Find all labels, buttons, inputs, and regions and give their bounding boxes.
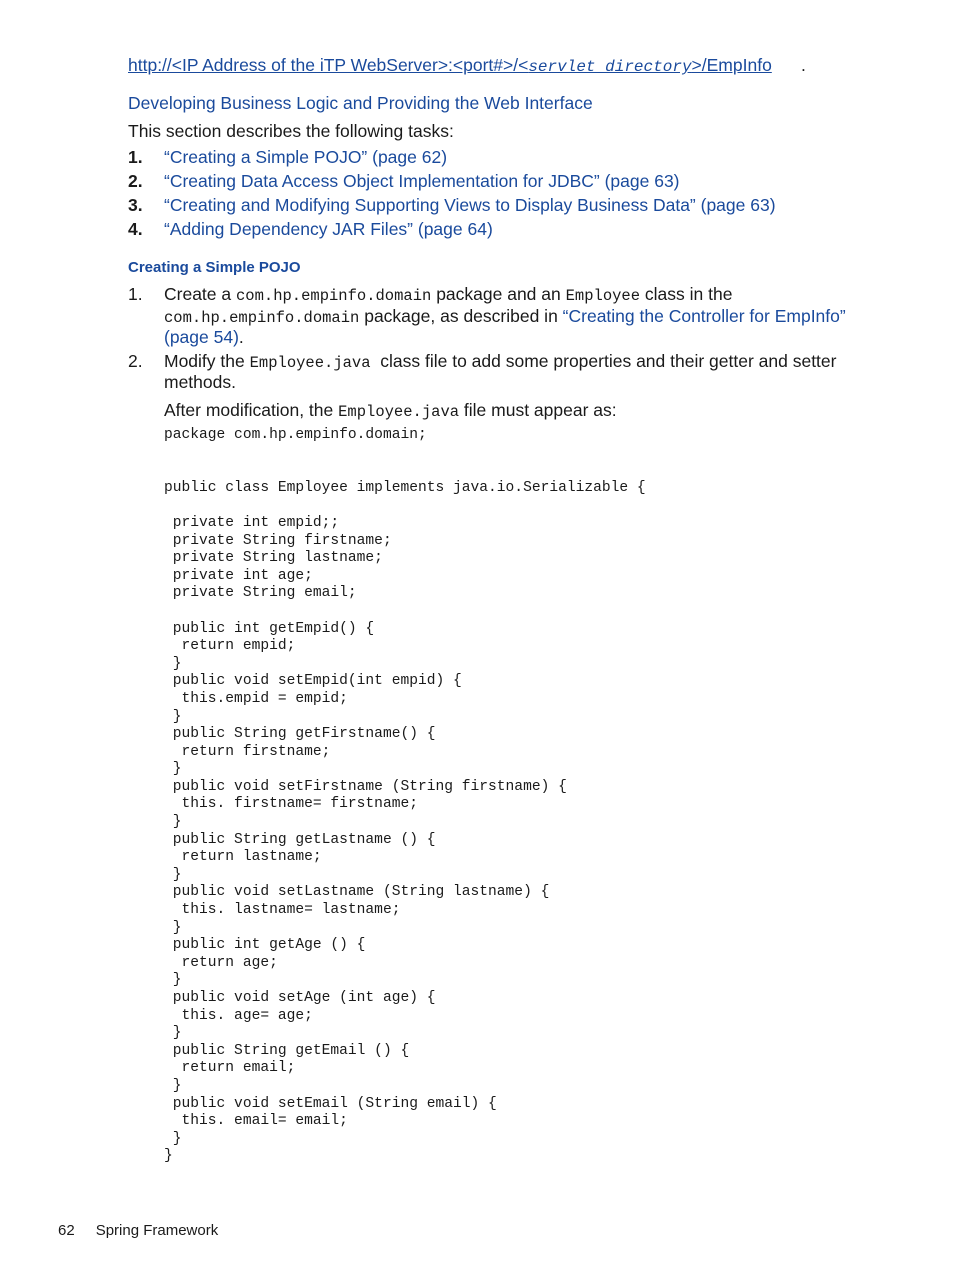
url-link[interactable]: [128, 55, 772, 76]
url-suffix: >/EmpInfo: [691, 55, 772, 75]
step-2-line-2: methods.: [164, 372, 236, 392]
step-2-line-1: Modify the Employee.java class file to add some properties and their getter and setter: [164, 351, 837, 372]
step-1-line-1: Create a com.hp.empinfo.domain package and an Employee class in the: [164, 284, 733, 305]
after-modification-text: After modification, the Employee.java file must appear as:: [164, 400, 617, 421]
task-link[interactable]: “Creating Data Access Object Implementation for JDBC” (page 63): [164, 171, 680, 191]
step-number: 1.: [128, 284, 143, 304]
task-number: 3.: [128, 195, 143, 215]
file-name: Employee.java: [338, 403, 460, 421]
step-1-line-3: (page 54).: [164, 327, 244, 347]
code-listing: package com.hp.empinfo.domain; public class Employee implements java.io.Serializable { private int empid;; private String firstname; private String lastname; private int age; private String email; public int getEmpid() { return empid; } public void setEmpid(int empid) { this.empid = empid; } public String getFirstname() { return firstname; } public void setFirstname (String firstname) { this. firstname= firstname; } public String getLastname () { return lastname; } public void setLastname (String lastname) { this. lastname= lastname; } public int getAge () { return age; } public void setAge (int age) { this. age= age; } public String getEmail () { return email; } public void setEmail (String email) { this. email= email; } }: [164, 427, 646, 1165]
task-link[interactable]: “Adding Dependency JAR Files” (page 64): [164, 219, 493, 239]
task-number: 4.: [128, 219, 143, 239]
book-title: Spring Framework: [95, 1222, 219, 1239]
url-period: .: [801, 55, 806, 75]
step-number: 2.: [128, 351, 143, 371]
url-servlet-directory: servlet directory: [528, 58, 692, 76]
section-title: Developing Business Logic and Providing the Web Interface: [128, 93, 593, 113]
page-number: 62: [58, 1222, 75, 1239]
step-1-line-2: com.hp.empinfo.domain package, as described in “Creating the Controller for EmpInfo”: [164, 306, 846, 327]
package-name: com.hp.empinfo.domain: [235, 287, 432, 305]
package-name: com.hp.empinfo.domain: [164, 309, 360, 327]
task-link[interactable]: “Creating and Modifying Supporting Views to Display Business Data” (page 63): [164, 195, 776, 215]
controller-link-page[interactable]: (page 54): [164, 327, 239, 347]
intro-text: This section describes the following tasks:: [128, 121, 454, 141]
class-name: Employee: [565, 287, 641, 305]
controller-link[interactable]: “Creating the Controller for EmpInfo”: [562, 306, 846, 326]
task-number: 1.: [128, 147, 143, 167]
footer: [58, 1222, 218, 1239]
file-name: Employee.java: [249, 354, 371, 372]
url-prefix: http://<IP Address of the iTP WebServer>:<port#>/<: [128, 55, 529, 75]
task-link[interactable]: “Creating a Simple POJO” (page 62): [164, 147, 448, 167]
task-number: 2.: [128, 171, 143, 191]
subsection-title: Creating a Simple POJO: [128, 259, 301, 276]
